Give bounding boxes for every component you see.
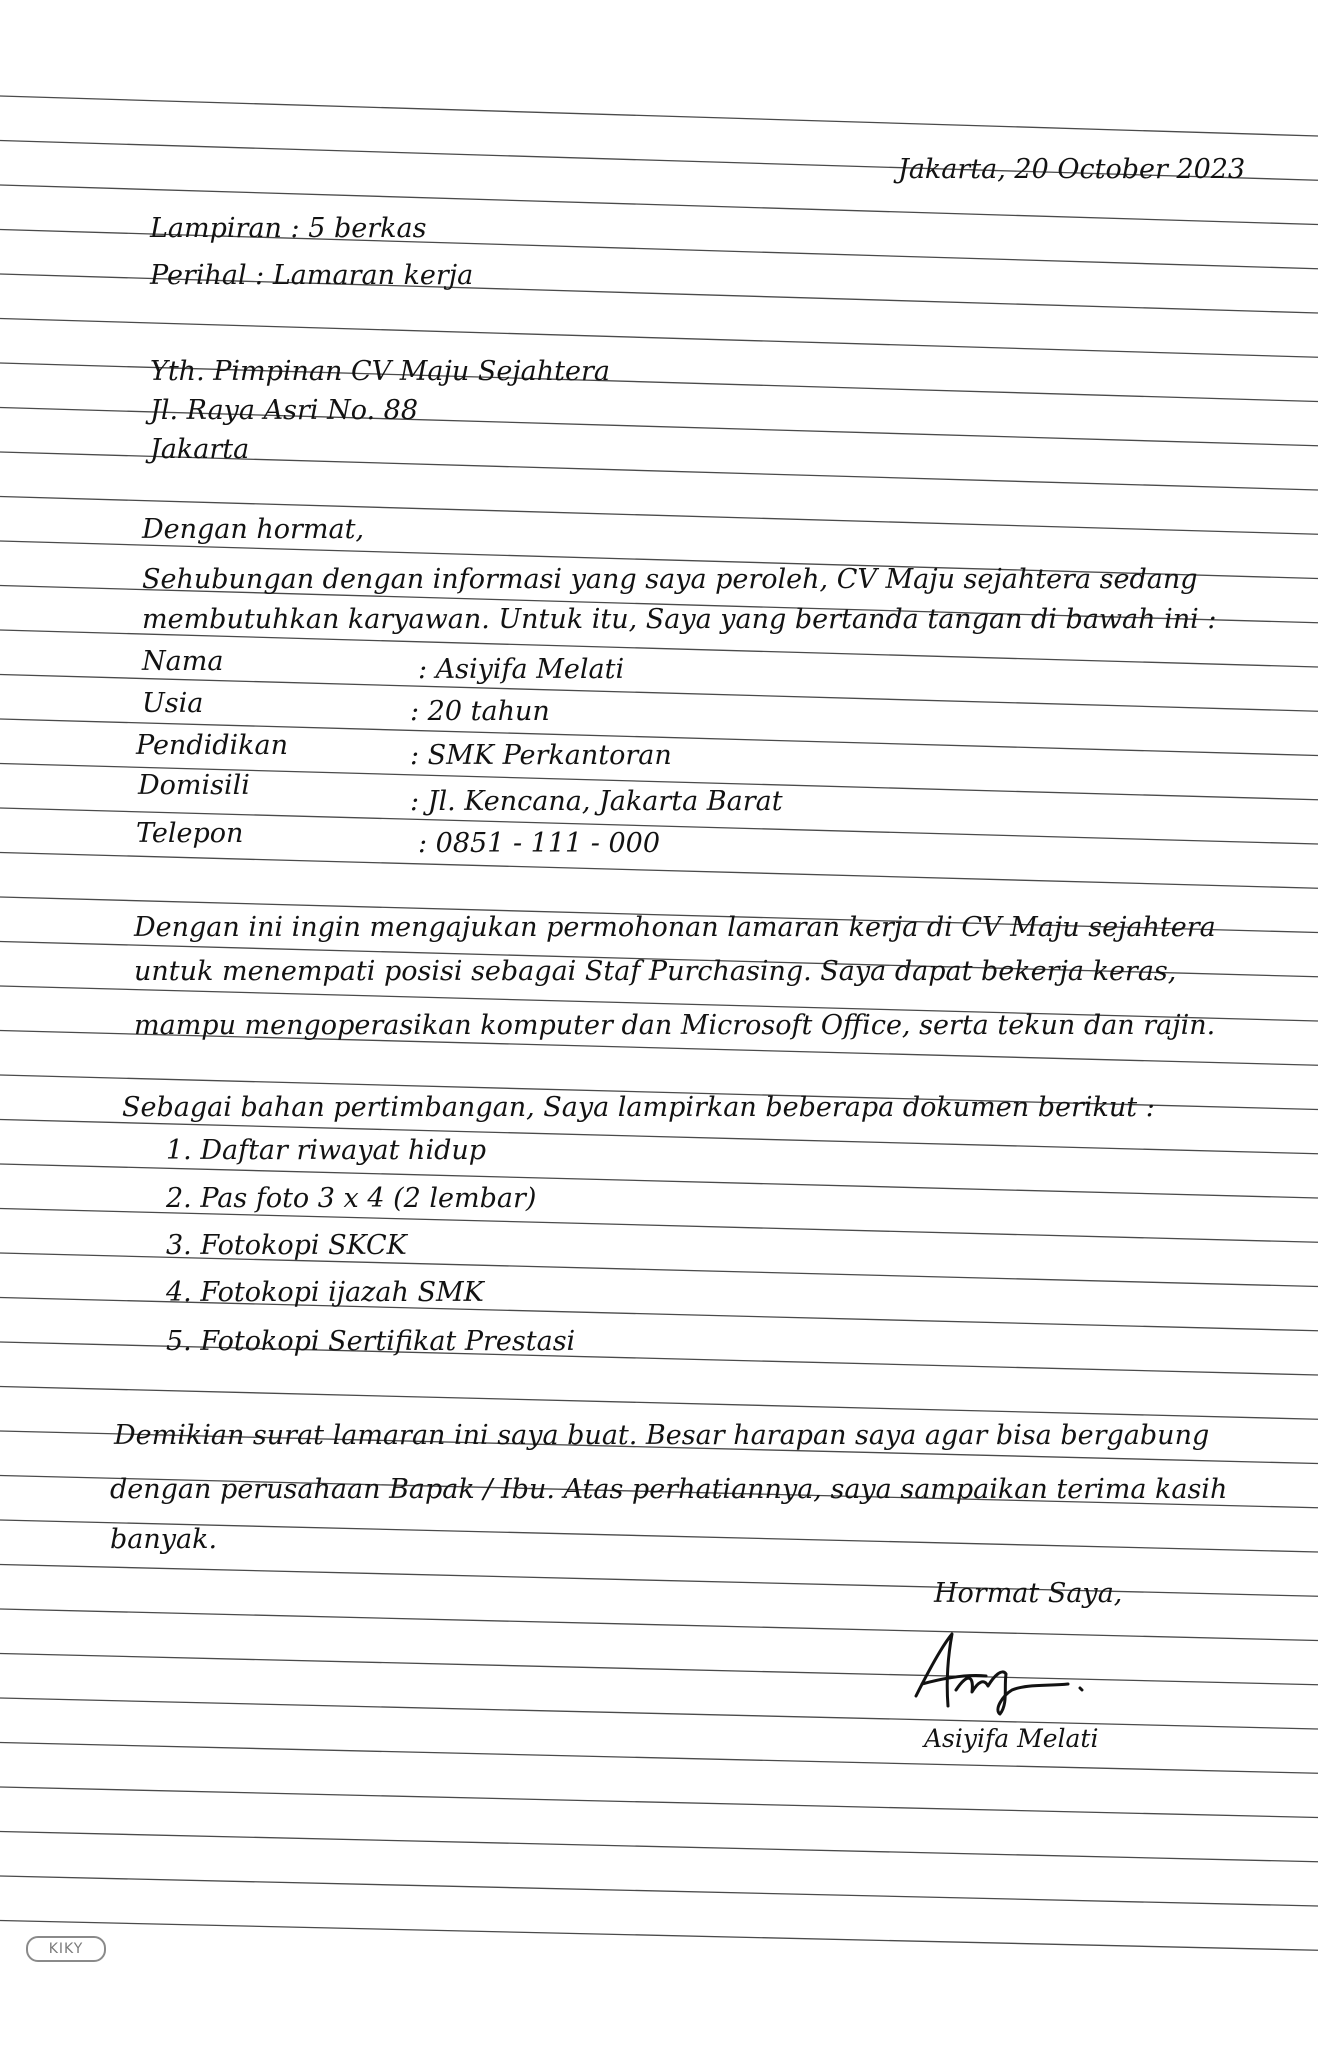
ruled-line: [0, 1787, 1318, 1818]
field-label: Nama: [142, 646, 224, 677]
closing-line: banyak.: [110, 1524, 218, 1555]
subject-line: Perihal : Lamaran kerja: [150, 260, 474, 291]
signature-name: Asiyifa Melati: [924, 1724, 1099, 1753]
field-value: : 0851 - 111 - 000: [418, 828, 661, 859]
place-date: Jakarta, 20 October 2023: [898, 154, 1246, 185]
field-value: : Asiyifa Melati: [418, 654, 625, 685]
ruled-line: [0, 1743, 1318, 1774]
greeting: Dengan hormat,: [142, 514, 365, 545]
ruled-line: [0, 1654, 1318, 1685]
attachment-item: 4. Fotokopi ijazah SMK: [166, 1277, 484, 1308]
ruled-line: [0, 1832, 1318, 1862]
brand-logo: KIKY: [26, 1936, 106, 1962]
ruled-line: [0, 1387, 1318, 1420]
closing-line: dengan perusahaan Bapak / Ibu. Atas perhatiannya, saya sampaikan terima kasih: [110, 1474, 1228, 1505]
field-value: : 20 tahun: [410, 696, 550, 727]
ruled-line: [0, 1609, 1318, 1641]
ruled-line: [0, 1921, 1318, 1951]
attachment-count: Lampiran : 5 berkas: [150, 213, 427, 244]
field-label: Domisili: [138, 770, 250, 801]
valediction: Hormat Saya,: [934, 1578, 1123, 1609]
field-value: : Jl. Kencana, Jakarta Barat: [410, 786, 783, 817]
ruled-line: [0, 96, 1318, 136]
body-line: Dengan ini ingin mengajukan permohonan lamaran kerja di CV Maju sejahtera: [134, 912, 1216, 943]
field-label: Telepon: [136, 818, 244, 849]
signature-scribble: [908, 1628, 1098, 1718]
closing-line: Demikian surat lamaran ini saya buat. Besar harapan saya agar bisa bergabung: [114, 1420, 1210, 1451]
attachment-item: 2. Pas foto 3 x 4 (2 lembar): [166, 1183, 537, 1214]
attachment-item: 1. Daftar riwayat hidup: [166, 1135, 487, 1166]
recipient-line: Jl. Raya Asri No. 88: [150, 395, 419, 426]
attachment-item: 5. Fotokopi Sertifikat Prestasi: [166, 1326, 576, 1357]
recipient-line: Yth. Pimpinan CV Maju Sejahtera: [150, 356, 611, 387]
recipient-line: Jakarta: [150, 434, 250, 465]
ruled-line: [0, 1698, 1318, 1729]
ruled-line: [0, 1876, 1318, 1906]
intro-line: Sehubungan dengan informasi yang saya peroleh, CV Maju sejahtera sedang: [142, 564, 1198, 595]
attachments-intro: Sebagai bahan pertimbangan, Saya lampirkan beberapa dokumen berikut :: [122, 1092, 1155, 1123]
field-label: Pendidikan: [136, 730, 289, 761]
intro-line: membutuhkan karyawan. Untuk itu, Saya yang bertanda tangan di bawah ini :: [142, 604, 1217, 635]
field-label: Usia: [142, 688, 204, 719]
body-line: untuk menempati posisi sebagai Staf Purchasing. Saya dapat bekerja keras,: [134, 956, 1177, 987]
body-line: mampu mengoperasikan komputer dan Microsoft Office, serta tekun dan rajin.: [134, 1010, 1216, 1041]
attachment-item: 3. Fotokopi SKCK: [166, 1230, 407, 1261]
field-value: : SMK Perkantoran: [410, 740, 672, 771]
ruled-line: [0, 319, 1318, 358]
